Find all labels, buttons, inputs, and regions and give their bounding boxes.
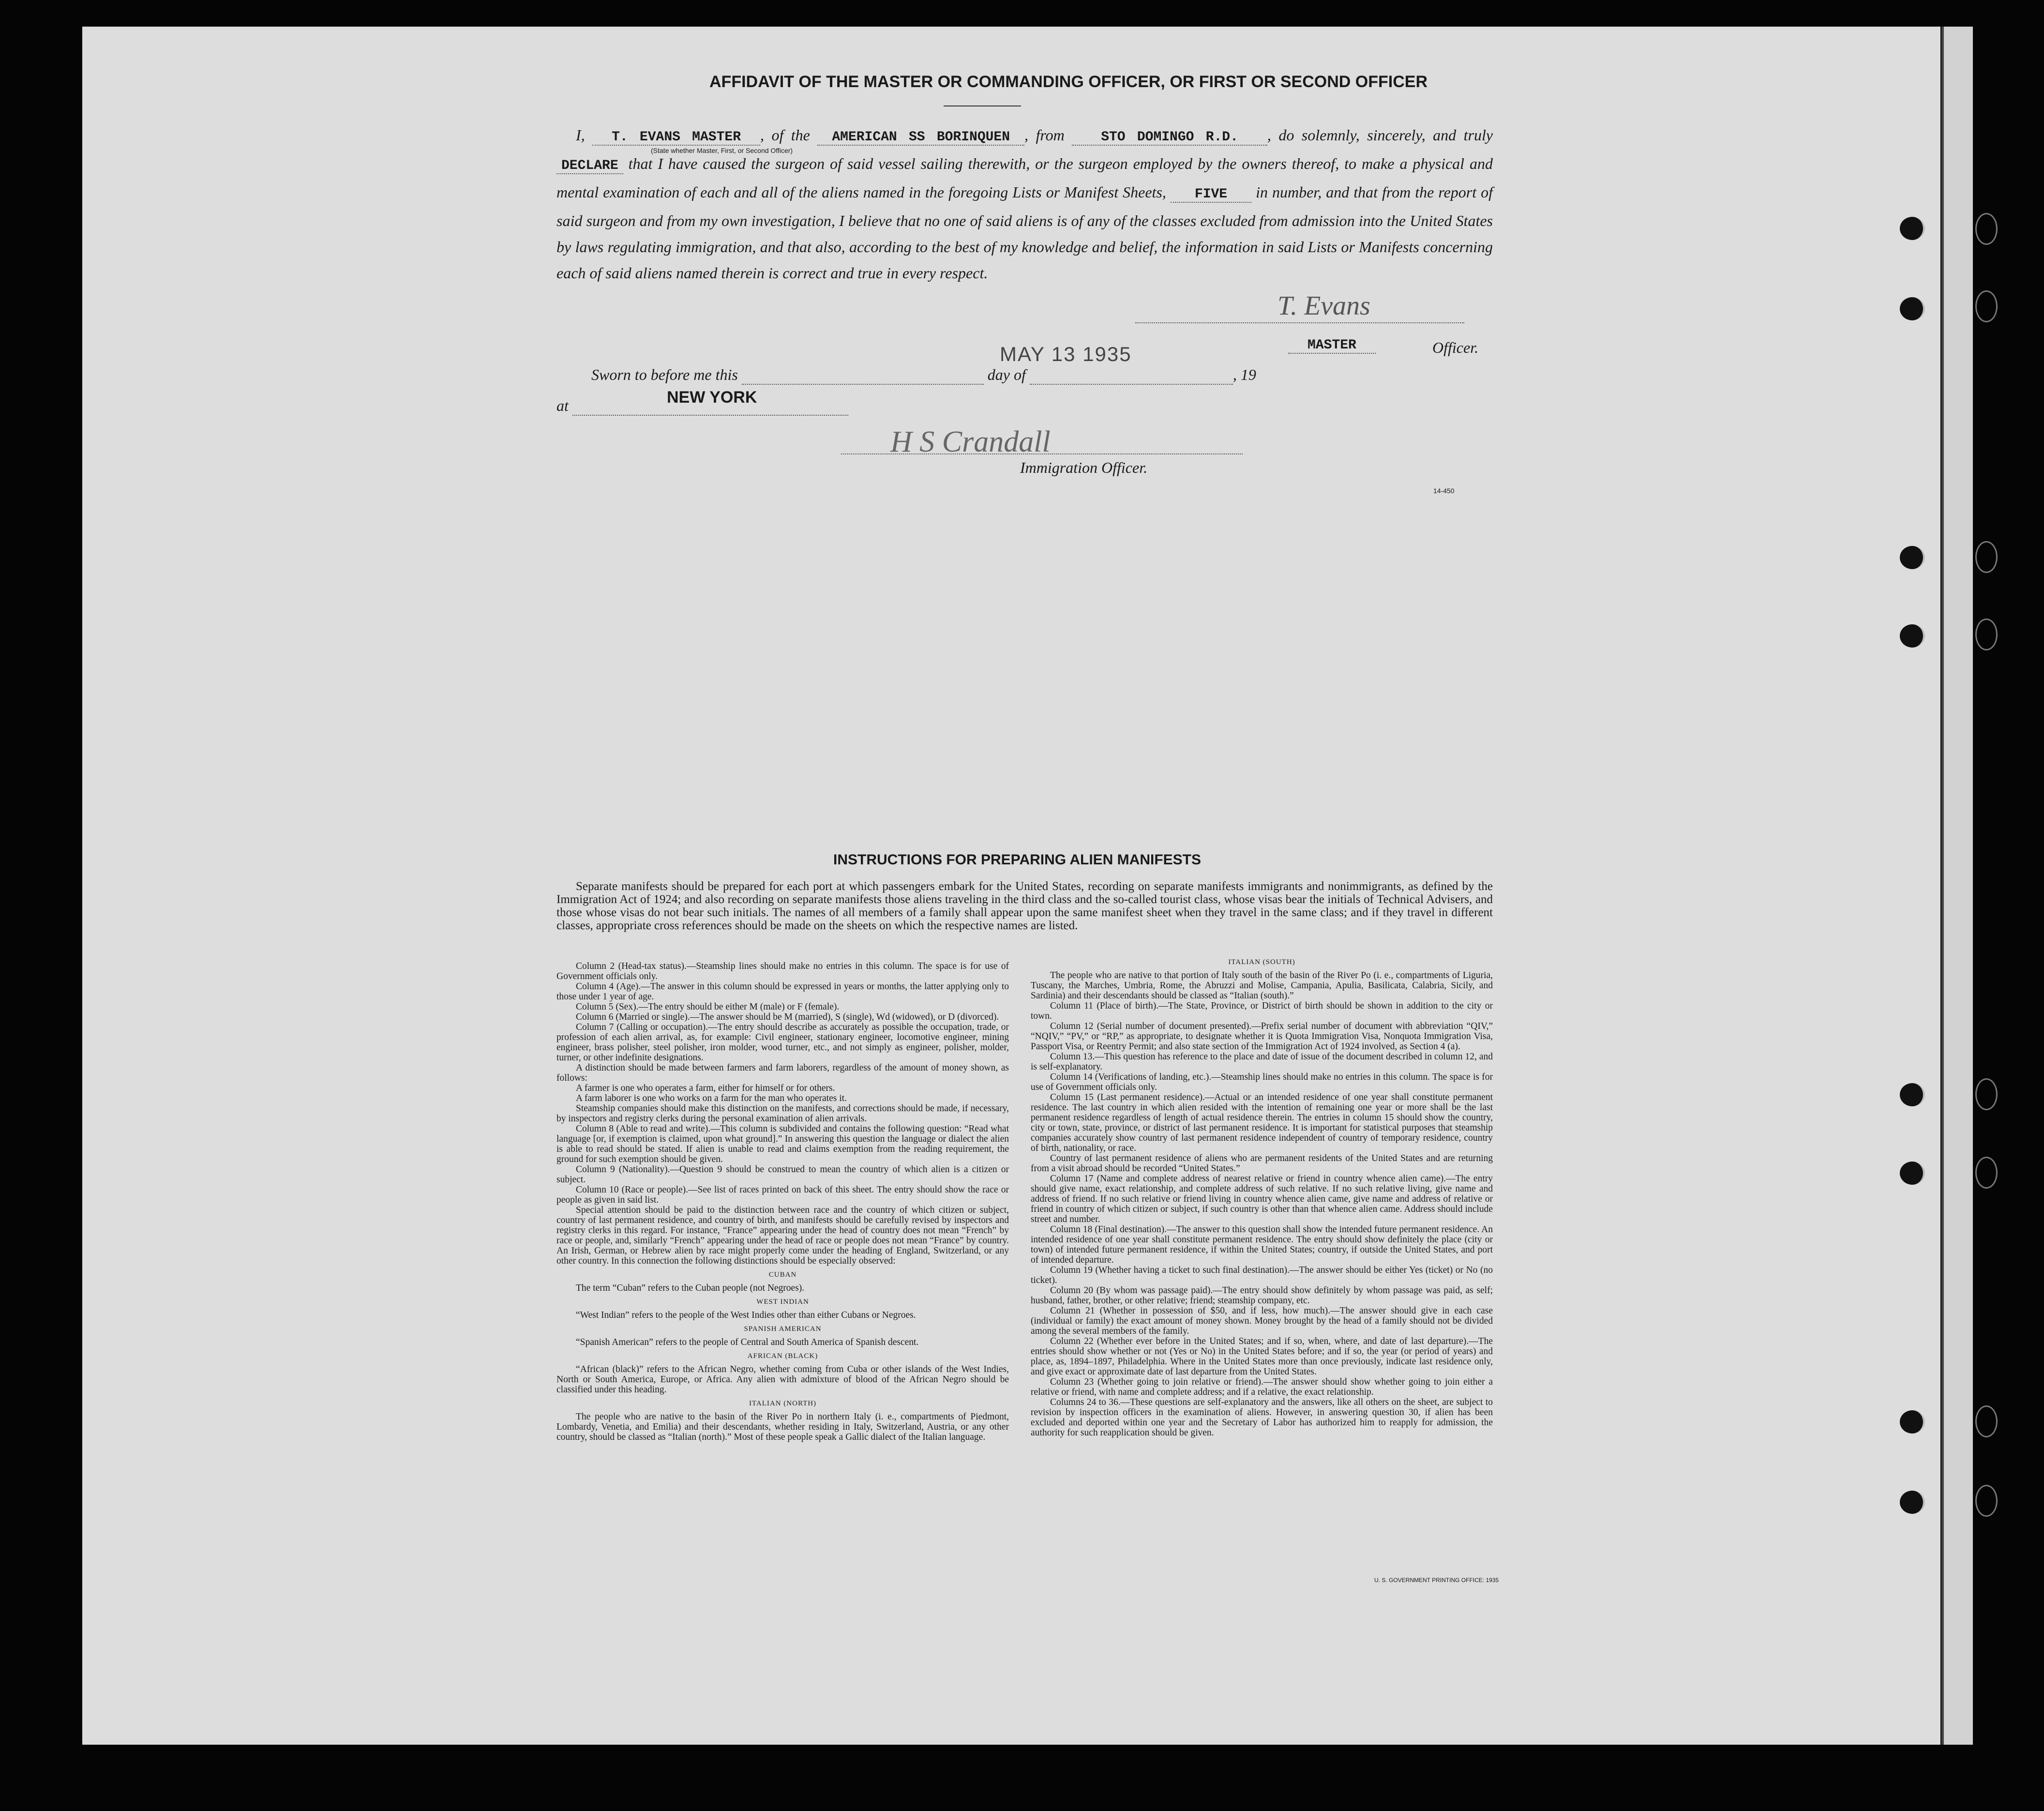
text-i: I, xyxy=(576,126,585,144)
ring-mark xyxy=(1975,619,1998,650)
african-heading: AFRICAN (BLACK) xyxy=(747,1352,818,1360)
month-blank xyxy=(1030,366,1233,385)
declare-field: DECLARE xyxy=(556,158,623,174)
immigration-signature: H S Crandall xyxy=(890,425,1051,458)
spanish-american-heading: SPANISH AMERICAN xyxy=(744,1325,822,1333)
instructions-right-column xyxy=(1031,957,1493,1438)
instruction-paragraph: Column 2 (Head-tax status).—Steamship lines should make no entries in this column. The space is for use of Government officials only. xyxy=(556,961,1009,981)
instruction-paragraph: Column 4 (Age).—The answer in this column should be expressed in years or months, the latter applying only to those under 1 year of age. xyxy=(556,981,1009,1002)
instruction-paragraph: Column 8 (Able to read and write).—This column is subdivided and contains the following question: “Read what language [or, if exemption is claimed, upon what ground].” In answering this question the language or dialect the alien is able to read should be stated. If alien is unable to read and claims exemption from the reading requirement, the ground for such exemption should be given. xyxy=(556,1124,1009,1164)
state-whether-note: (State whether Master, First, or Second Officer) xyxy=(651,147,793,154)
instruction-paragraph: Column 6 (Married or single).—The answer should be M (married), S (single), Wd (widowed), or D (divorced). xyxy=(576,1012,999,1022)
text-of-the: , of the xyxy=(760,126,810,144)
instructions-left-column xyxy=(556,961,1009,1442)
year-prefix: , 19 xyxy=(1232,366,1256,383)
master-name-field: T. EVANS MASTER xyxy=(592,130,760,146)
instruction-paragraph: Column 13.—This question has reference to the place and date of issue of the document described in column 12, and is self-explanatory. xyxy=(1031,1052,1493,1072)
text-solemnly: solemnly, sincerely, and truly xyxy=(1301,126,1493,144)
instruction-paragraph: Column 12 (Serial number of document presented).—Prefix serial number of document with abbreviation “QIV,” “NQIV,” “PV,” or “RP,” as appropriate, to designate whether it is Quota Immigration Visa, Nonquota Immigration Visa, Passport Visa, or Reentry Permit; and also state section of the Immigration Act of 1924 involved, as Section 4 (a). xyxy=(1031,1021,1493,1052)
master-signature: T. Evans xyxy=(1278,291,1370,321)
affidavit-body-1: that I have caused the surgeon of said vessel sailing therewith, or the surgeon employed by the owners thereof, to make a physical and mental examination of each and all of the aliens named in the foregoing Lists or Manifest Sheets, xyxy=(556,155,1493,201)
sheets-count-field: FIVE xyxy=(1171,187,1251,203)
instruction-paragraph: A distinction should be made between farmers and farm laborers, regardless of the amount of money shown, as follows: xyxy=(556,1063,1009,1083)
instruction-paragraph: Column 20 (By whom was passage paid).—The entry should show definitely by whom passage was paid, as self; husband, father, brother, or other relative; friend; steamship company, etc. xyxy=(1031,1285,1493,1306)
african-text: “African (black)” refers to the African Negro, whether coming from Cuba or other islands of the West Indies, North or South America, Europe, or Africa. Any alien with admixture of blood of the African Negro should be classified under this heading. xyxy=(556,1364,1009,1395)
punch-hole xyxy=(1900,1410,1925,1434)
instruction-paragraph: Column 18 (Final destination).—The answer to this question shall show the intended future permanent residence. An intended residence of one year shall constitute permanent residence. The entry should show definitely the place (city or town) of intended future permanent residence, if within the United States; country, if outside the United States, and port of intended departure. xyxy=(1031,1224,1493,1265)
cuban-text: The term “Cuban” refers to the Cuban people (not Negroes). xyxy=(576,1283,805,1293)
punch-hole xyxy=(1900,1083,1925,1106)
sworn-line xyxy=(591,366,1256,385)
day-blank xyxy=(742,366,984,385)
at-label: at xyxy=(556,397,569,414)
instruction-paragraph: The people who are native to that portion of Italy south of the basin of the River Po (i. e., compartments of Liguria, Tuscany, the Marches, Umbria, Rome, the Abruzzi and Molise, Campania, Apulia, Basilicata, Calabria, Sicily, and Sardinia) and their descendants should be classed as “Italian (south).” xyxy=(1031,970,1493,1001)
west-indian-text: “West Indian” refers to the people of the West Indies other than either Cubans or Negroes. xyxy=(576,1310,916,1320)
instruction-paragraph: Column 11 (Place of birth).—The State, Province, or District of birth should be shown in addition to the city or town. xyxy=(1031,1001,1493,1021)
instruction-paragraph: Steamship companies should make this distinction on the manifests, and corrections should be made, if necessary, by inspectors and registry clerks during the personal examination of alien arrivals. xyxy=(556,1103,1009,1124)
sworn-label: Sworn to before me this xyxy=(591,366,738,383)
spanish-american-text: “Spanish American” refers to the people of Central and South America of Spanish descent. xyxy=(576,1337,919,1347)
instruction-paragraph: Special attention should be paid to the distinction between race and the country of which citizen or subject, country of last permanent residence, and country of birth, and manifests should be carefully revised by inspectors and registry clerks in this regard. For instance, “France” appearing under the head of country does not mean “French” by race or people, and, similarly “French” appearing under the head of race or people does not mean “France” by country. An Irish, German, or Hebrew alien by race might properly come under the heading of England, Switzerland, or any other country. In this connection the following distinctions should be especially observed: xyxy=(556,1205,1009,1266)
ring-mark xyxy=(1975,541,1998,573)
instruction-paragraph: A farmer is one who operates a farm, either for himself or for others. xyxy=(576,1083,835,1093)
binding-strip xyxy=(1941,27,1973,1745)
instruction-paragraph: Column 14 (Verifications of landing, etc.).—Steamship lines should make no entries in this column. The space is for use of Government officials only. xyxy=(1031,1072,1493,1092)
affidavit-body-2: in number, and that from the report of said surgeon and from my own investigation, I believe that no one of said aliens is of any of the classes excluded from admission into the United States by laws regulating immigration, and that also, according to the best of my knowledge and belief, the information in said Lists or Manifests concerning each of said aliens named therein is correct and true in every respect. xyxy=(556,183,1493,282)
instructions-title: INSTRUCTIONS FOR PREPARING ALIEN MANIFESTS xyxy=(833,852,1202,868)
punch-hole xyxy=(1900,297,1925,320)
instruction-paragraph: Column 10 (Race or people).—See list of races printed on back of this sheet. The entry should show the race or people as given in said list. xyxy=(556,1185,1009,1205)
instruction-paragraph: Column 23 (Whether going to join relative or friend).—The answer should show whether going to join either a relative or friend, with name and complete address; and if a relative, the exact relationship. xyxy=(1031,1377,1493,1397)
instruction-paragraph: Column 15 (Last permanent residence).—Actual or an intended residence of one year shall constitute permanent residence. The last country in which alien resided with the intention of remaining one year or more shall be the last permanent residence regardless of length of actual residence therein. The entries in column 15 should show the country, city or town, state, province, or district of last permanent residence. It is important for statistical purposes that steamship companies accurately show country of last permanent residence independent of country of temporary residence, country of birth, nationality, or race. xyxy=(1031,1092,1493,1153)
instruction-paragraph: Country of last permanent residence of aliens who are permanent residents of the United States and are returning from a visit abroad should be recorded “United States.” xyxy=(1031,1153,1493,1174)
officer-label: Officer. xyxy=(1432,339,1479,356)
printer-mark: U. S. GOVERNMENT PRINTING OFFICE: 1935 xyxy=(1374,1577,1499,1584)
instructions-intro: Separate manifests should be prepared for each port at which passengers embark for the United States, recording on separate manifests immigrants and nonimmigrants, as defined by the Immigration Act of 1924; and also recording on separate manifests those aliens traveling in the third class and the so-called tourist class, whose visas bear the initials of Technical Advisers, and those whose visas do not bear such initials. The names of all members of a family shall appear upon the same manifest sheet when they travel in the same class; and if they travel in different classes, appropriate cross references should be made on the sheets on which the respective names are listed. xyxy=(556,880,1493,932)
form-number: 14-450 xyxy=(1433,487,1455,495)
ring-mark xyxy=(1975,1485,1998,1517)
instruction-paragraph: A farm laborer is one who works on a farm for the man who operates it. xyxy=(576,1093,847,1103)
instruction-paragraph: Column 9 (Nationality).—Question 9 should be construed to mean the country of which alien is a citizen or subject. xyxy=(556,1164,1009,1185)
location-stamp: NEW YORK xyxy=(667,388,757,407)
instruction-paragraph: Columns 24 to 36.—These questions are self-explanatory and the answers, like all others on the sheet, are subject to revision by inspection officers in the examination of aliens. However, in answering question 30, if alien has been excluded and deported within one year and the Secretary of Labor has authorized him to reapply for admission, the authority for such reapplication should be given. xyxy=(1031,1397,1493,1438)
instruction-paragraph: Column 21 (Whether in possession of $50, and if less, how much).—The answer should give in each case (individual or family) the exact amount of money shown. Money brought by the head of a family should not be divided among the several members of the family. xyxy=(1031,1306,1493,1336)
punch-hole xyxy=(1900,1491,1925,1514)
punch-hole xyxy=(1900,1162,1925,1185)
ring-mark xyxy=(1975,213,1998,245)
punch-hole xyxy=(1900,217,1925,240)
instruction-paragraph: Column 17 (Name and complete address of nearest relative or friend in country whence alien came).—The entry should give name, exact relationship, and complete address of such relative. If no such relative living, give name and address of friend. If no such relative or friend living in country whence alien came, give name and address of relative or friend in country of which citizen or subject, if such country is other than that whence alien came. Address should include street and number. xyxy=(1031,1174,1493,1224)
affidavit-title: AFFIDAVIT OF THE MASTER OR COMMANDING OFFICER, OR FIRST OR SECOND OFFICER xyxy=(709,73,1428,91)
ring-mark xyxy=(1975,1078,1998,1110)
date-stamp: MAY 13 1935 xyxy=(1000,343,1132,365)
instruction-paragraph: Column 5 (Sex).—The entry should be either M (male) or F (female). xyxy=(576,1002,840,1012)
instruction-paragraph: Column 7 (Calling or occupation).—The entry should describe as accurately as possible the occupation, trade, or profession of each alien arrival, as, for example: Civil engineer, stationary engineer, locomotive engineer, mining engineer, brass polisher, steel polisher, iron molder, wood turner, etc., and not simply as engineer, polisher, molder, turner, or other indefinite designations. xyxy=(556,1022,1009,1063)
day-of-label: day of xyxy=(987,366,1026,383)
ring-mark xyxy=(1975,1405,1998,1437)
text-from: , from xyxy=(1024,126,1065,144)
ring-mark xyxy=(1975,1157,1998,1189)
instruction-paragraph: Column 19 (Whether having a ticket to such final destination).—The answer should be either Yes (ticket) or No (no ticket). xyxy=(1031,1265,1493,1285)
west-indian-heading: WEST INDIAN xyxy=(756,1298,809,1306)
instruction-paragraph: Column 22 (Whether ever before in the United States; and if so, when, where, and date of last departure).—The entries should show whether or not (Yes or No) in the United States before; and if so, the year (or period of years) and place, as, 1894–1897, Philadelphia. Where in the United States more than once previously, indicate last residence only, and give exact or approximate date of last departure from the United States. xyxy=(1031,1336,1493,1377)
port-field: STO DOMINGO R.D. xyxy=(1072,130,1267,146)
ring-mark xyxy=(1975,290,1998,322)
immigration-officer-label: Immigration Officer. xyxy=(1020,459,1148,476)
punch-hole xyxy=(1900,624,1925,648)
master-title-field: MASTER xyxy=(1288,338,1376,354)
cuban-heading: CUBAN xyxy=(768,1271,797,1279)
italian-north-text: The people who are native to the basin of the River Po in northern Italy (i. e., compartments of Piedmont, Lombardy, Venetia, and Emilia) and their descendants, whether residing in Italy, Switzerland, Austria, or any other country, should be classed as “Italian (north).” Most of these people speak a Gallic dialect of the Italian language. xyxy=(556,1412,1009,1442)
punch-hole xyxy=(1900,546,1925,569)
italian-north-heading: ITALIAN (NORTH) xyxy=(749,1400,817,1407)
vessel-field: AMERICAN SS BORINQUEN xyxy=(817,130,1024,146)
text-do: , do xyxy=(1267,126,1294,144)
italian-south-heading: ITALIAN (SOUTH) xyxy=(1228,958,1295,966)
